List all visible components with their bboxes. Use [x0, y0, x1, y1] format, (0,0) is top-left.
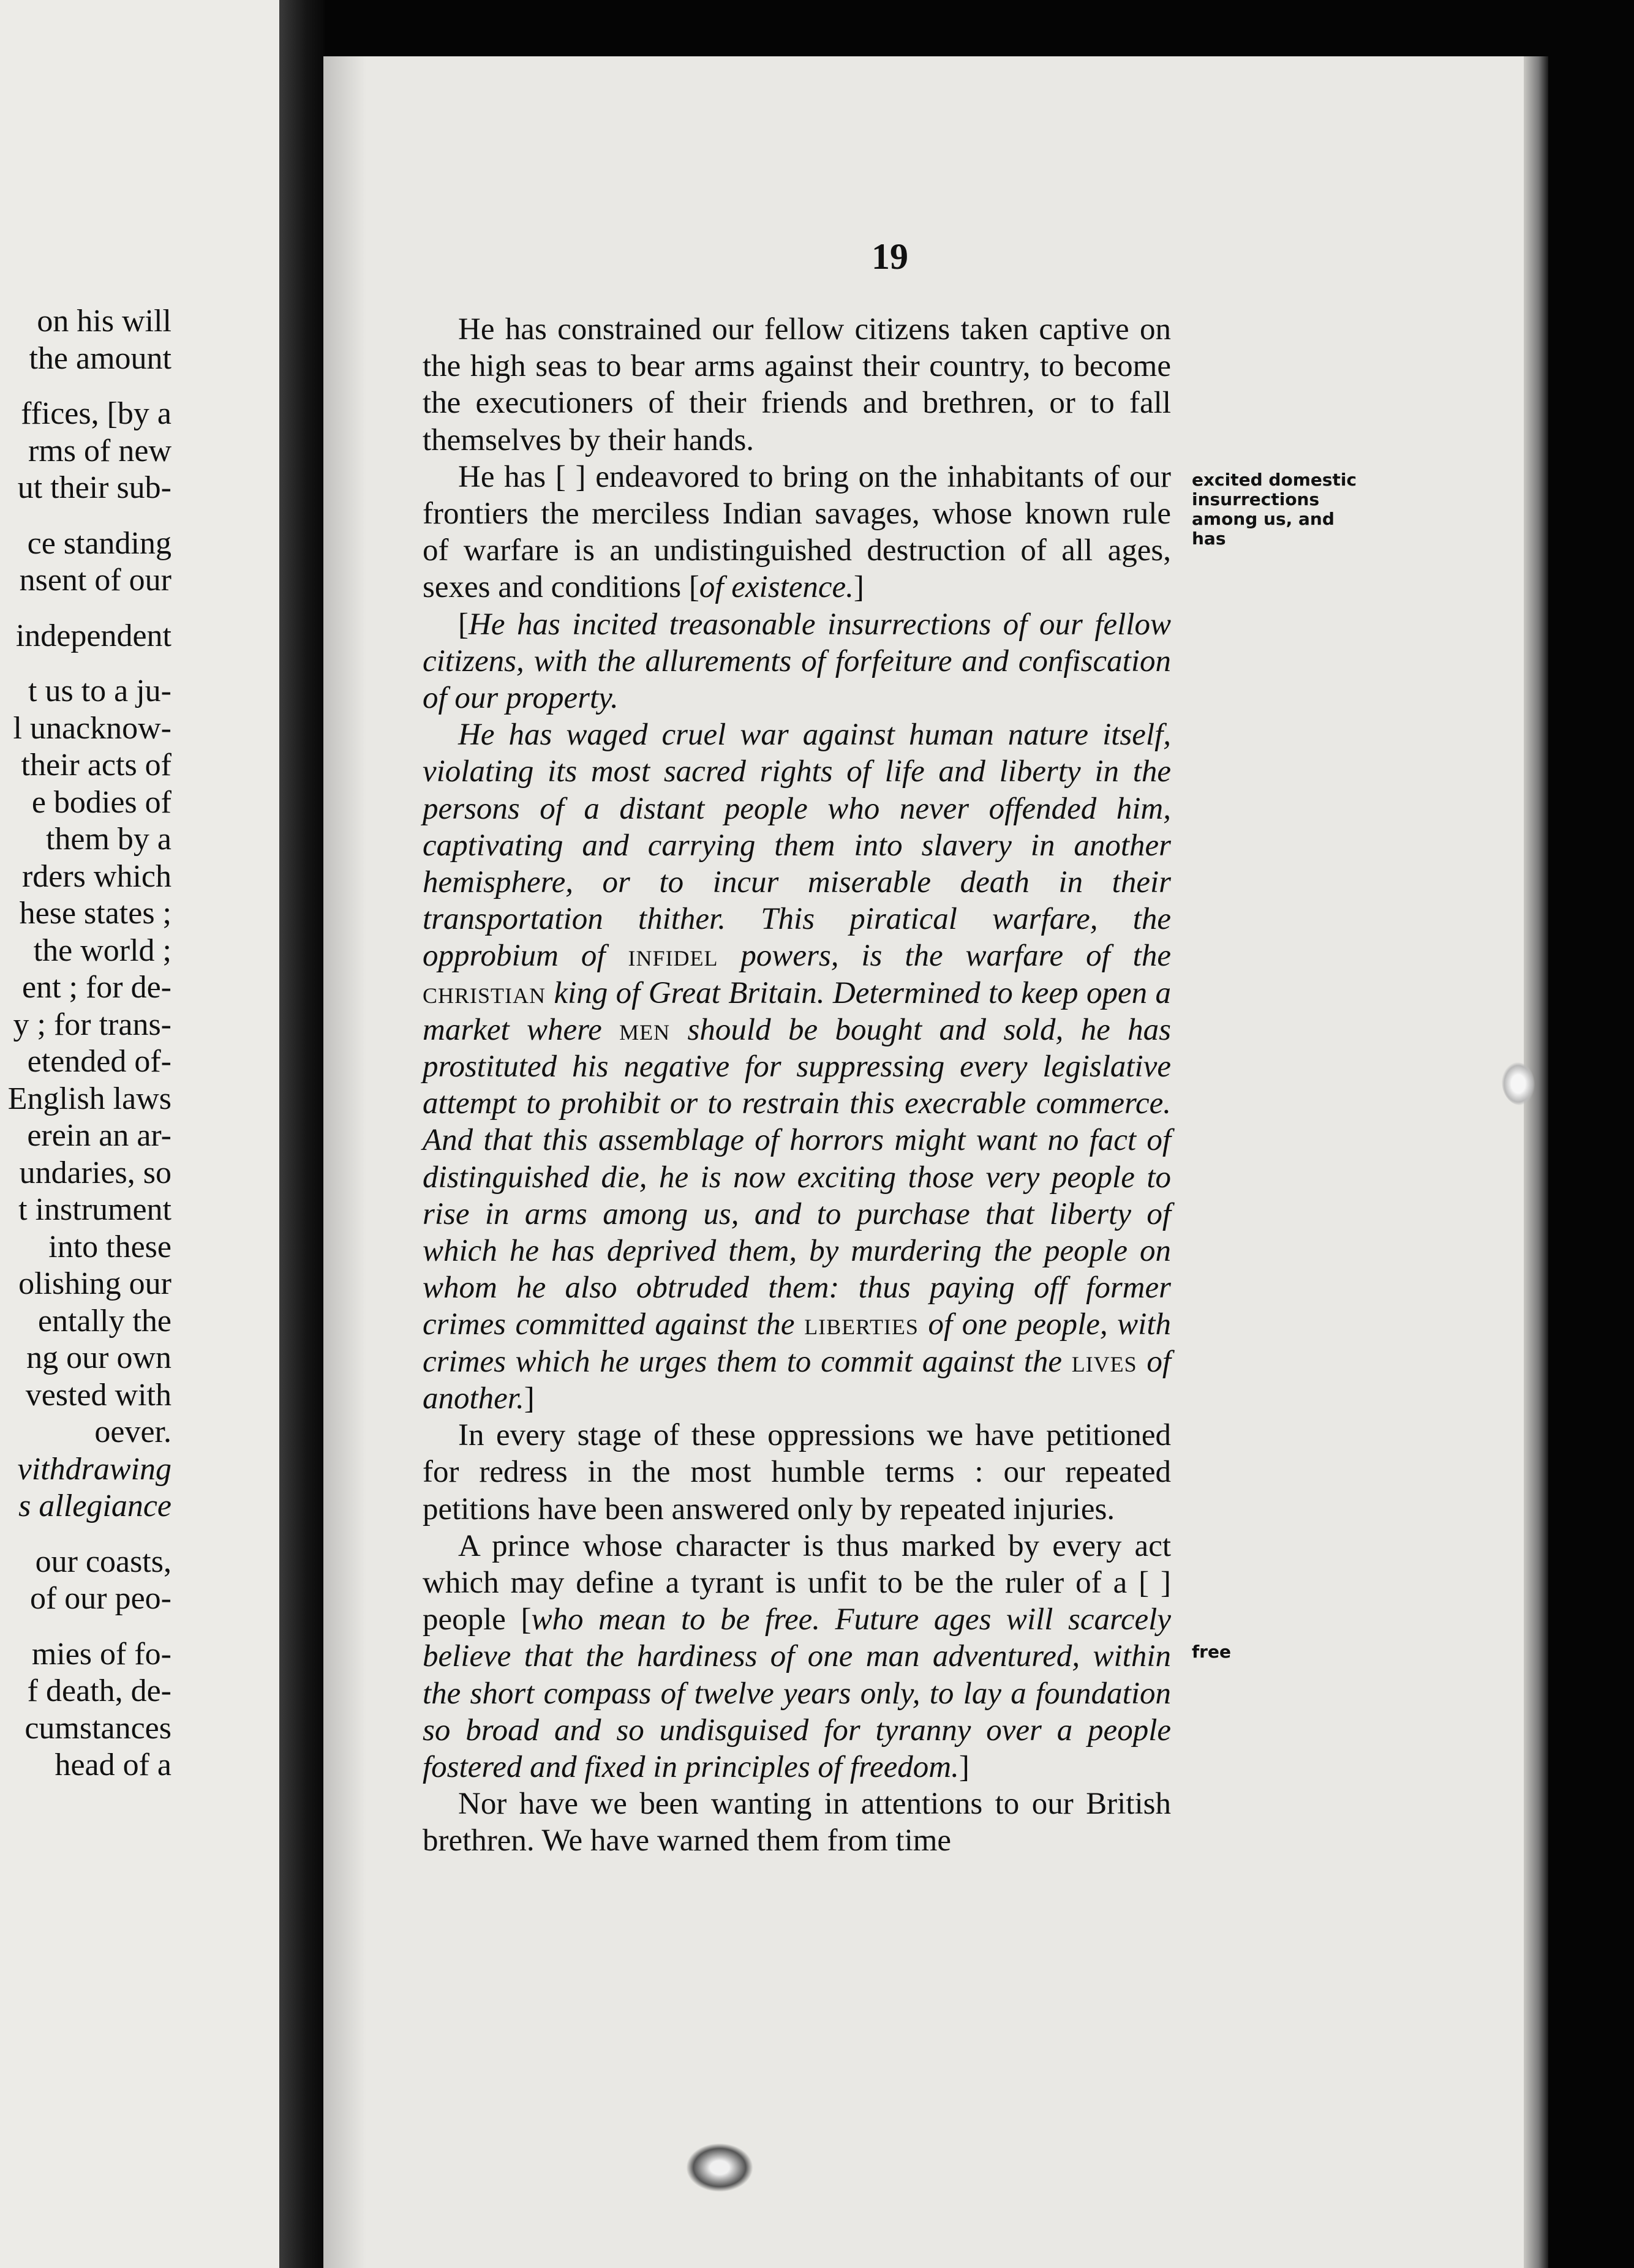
gutter-shade — [323, 56, 366, 2268]
left-page-line: etended of- — [27, 1044, 171, 1079]
margin-note-free: free — [1192, 1642, 1231, 1662]
text-run: christian — [423, 975, 546, 1010]
left-page-line — [0, 1525, 171, 1544]
page-gutter-shadow — [279, 0, 325, 2268]
left-page-line: head of a — [55, 1748, 171, 1782]
paragraph — [423, 459, 1171, 606]
left-page-line: them by a — [45, 822, 171, 857]
left-page-line: undaries, so — [19, 1155, 171, 1190]
left-page-line: oever. — [94, 1414, 171, 1449]
left-page — [0, 0, 288, 2268]
left-page-line: rders which — [21, 858, 171, 894]
left-page-line: our coasts, — [35, 1544, 171, 1579]
margin-note-excited: excited domestic insurrections among us, and has — [1192, 470, 1357, 549]
left-page-line: t us to a ju- — [28, 674, 171, 708]
left-page-line: hese states ; — [19, 896, 171, 931]
left-page-line: ng our own — [26, 1340, 171, 1375]
text-run: ] — [524, 1381, 535, 1416]
left-page-line — [0, 655, 171, 673]
paragraph — [423, 1417, 1171, 1528]
text-run: lives — [1071, 1344, 1137, 1379]
left-page-line: erein an ar- — [27, 1118, 171, 1153]
text-run: [ — [458, 607, 469, 642]
left-page-line: ffices, [by a — [21, 396, 171, 431]
text-run: infidel — [628, 939, 718, 974]
text-run: liberties — [804, 1307, 919, 1342]
body-text — [423, 311, 1171, 1860]
text-run: He has waged cruel war against human nature itself, violating its most sacred rights of life and liberty in the persons of a distant people who never offended him, captivating and carrying them into slavery in another hemisphere, or to incur miserable death in their transportation thither. This piratical warfare, the opprobium of — [423, 718, 1171, 974]
left-page-line: mies of fo- — [31, 1636, 171, 1672]
left-page-line: into these — [48, 1229, 171, 1264]
left-page-line: entally the — [37, 1303, 171, 1339]
left-page-text — [0, 303, 171, 1784]
text-run: In every stage of these oppressions we have petitioned for redress in the most humble terms : our repeated petitions have been answered only by repeated injuries. — [423, 1418, 1171, 1526]
paragraph — [423, 606, 1171, 717]
text-run: of one people, with crimes which he urges them to commit against the — [423, 1307, 1171, 1379]
left-page-line: the amount — [29, 340, 171, 376]
left-page-line: s allegiance — [18, 1489, 171, 1523]
text-run: of existence. — [699, 570, 854, 605]
left-page-line — [0, 599, 171, 618]
scan-artifact — [686, 2143, 753, 2192]
left-page-line: nsent of our — [19, 563, 171, 598]
left-page-line: e bodies of — [31, 784, 171, 820]
text-run: A prince whose character is thus marked by every act which may define a tyrant is unfit to be the ruler of a [ ] people [ — [423, 1528, 1171, 1637]
text-run: of another. — [423, 1344, 1172, 1416]
left-page-line: vithdrawing — [17, 1451, 171, 1487]
text-run: Nor have we been wanting in attentions to our British brethren. We have warned them from time — [423, 1787, 1171, 1858]
left-page-line — [0, 377, 171, 396]
left-page-line: ut their sub- — [17, 470, 171, 505]
left-page-line: ent ; for de- — [21, 970, 171, 1005]
left-page-line: l unacknow- — [13, 710, 171, 746]
left-page-line: olishing our — [18, 1266, 171, 1301]
paragraph — [423, 1528, 1171, 1785]
paragraph — [423, 311, 1171, 459]
left-page-line: t instrument — [18, 1192, 171, 1227]
left-page-line: independent — [15, 618, 171, 653]
left-page-line: cumstances — [24, 1710, 171, 1746]
left-page-line: y ; for trans- — [13, 1007, 171, 1042]
text-run: powers, is the warfare of the — [718, 939, 1171, 974]
text-run: ] — [853, 570, 864, 605]
text-run: ] — [958, 1749, 969, 1784]
left-page-line: vested with — [25, 1377, 171, 1413]
left-page-line — [0, 1618, 171, 1636]
text-run: who mean to be free. Future ages will scarcely believe that the hardiness of one man adventured, within the short compass of twelve years only, to lay a foundation so broad and so undisguised for tyranny over a people fostered and fixed in principles of freedom. — [423, 1602, 1171, 1784]
text-run: He has constrained our fellow citizens taken captive on the high seas to bear arms against their country, to become the executioners of their friends and brethren, or to fall themselves by their hands. — [423, 312, 1171, 457]
text-run: men — [619, 1012, 671, 1047]
left-page-line: rms of new — [28, 433, 171, 468]
text-run: should be bought and sold, he has prostituted his negative for suppressing every legislative attempt to prohibit or to restrain this execrable commerce. And that this assemblage of horrors might want no fact of distinguished die, he is now exciting those very people to rise in arms among us, and to purchase that liberty of which he has deprived them, by murdering the people on whom he also obtruded them: thus paying off former crimes committed against the — [423, 1012, 1171, 1342]
left-page-line: ce standing — [27, 525, 171, 561]
text-run: king of Great Britain. Determined to keep open a market where — [423, 975, 1171, 1047]
text-run: He has [ ] endeavored to bring on the inhabitants of our frontiers the merciless Indian savages, whose known rule of warfare is an undistinguished destruction of all ages, sexes and conditions [ — [423, 459, 1171, 605]
left-page-line: their acts of — [21, 748, 171, 783]
left-page-line — [0, 507, 171, 525]
left-page-line: English laws — [7, 1081, 171, 1116]
paragraph — [423, 716, 1171, 1417]
page-edge — [1524, 56, 1548, 2268]
page-number: 19 — [872, 236, 908, 277]
paragraph — [423, 1785, 1171, 1859]
left-page-line: f death, de- — [27, 1673, 171, 1708]
left-page-line: of our peo- — [29, 1581, 171, 1616]
left-page-line: on his will — [37, 304, 171, 339]
left-page-line: the world ; — [33, 933, 171, 968]
text-run: He has incited treasonable insurrections of our fellow citizens, with the allurements of forfeiture and confiscation of our property. — [423, 607, 1171, 716]
